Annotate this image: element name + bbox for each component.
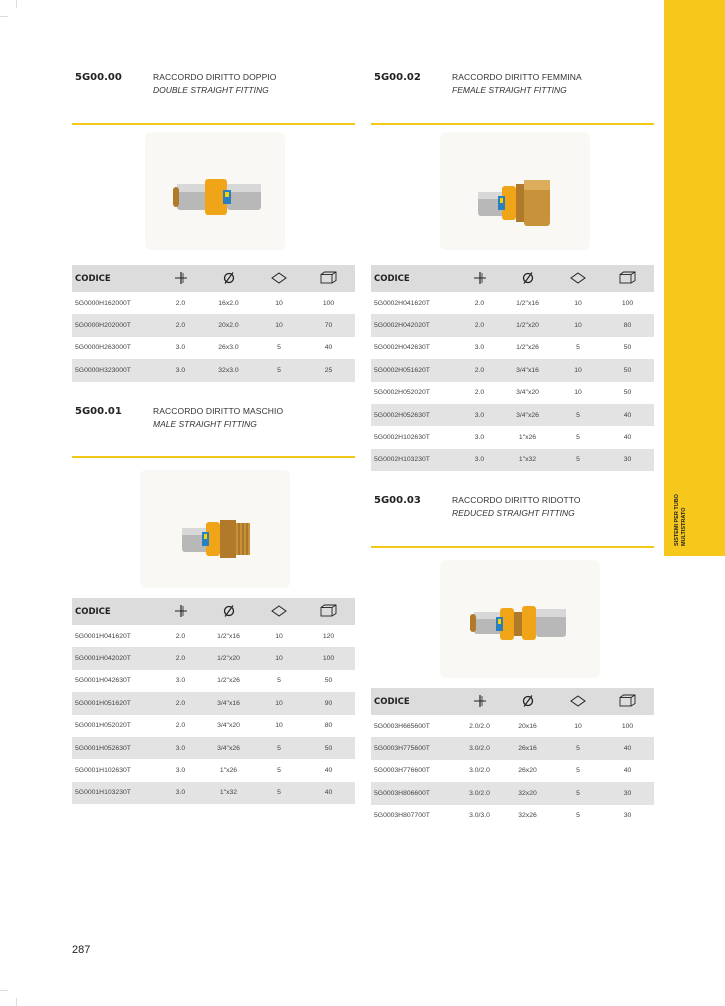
product-photo [145, 132, 285, 250]
table-cell: 120 [322, 632, 335, 640]
table-cell: 5 [576, 344, 580, 352]
table-cell: 10 [275, 632, 283, 640]
column-header-codice: CODICE [72, 598, 160, 625]
table-row [371, 760, 654, 782]
table-cell: 50 [601, 359, 654, 381]
table-cell: 5 [576, 812, 580, 820]
table-cell: 5G0000H202000T [72, 314, 160, 336]
product-table-5g0001 [72, 598, 355, 804]
product-photo [440, 560, 600, 678]
table-cell: 5 [256, 359, 302, 381]
table-cell: 5 [555, 449, 601, 471]
table-cell: 2.0 [175, 632, 186, 640]
table-cell: 1"x32 [500, 449, 555, 471]
table-cell: 3.0/2.0 [459, 782, 500, 804]
table-cell: 10 [555, 359, 601, 381]
table-cell: 2.0 [474, 299, 485, 307]
thickness-icon [459, 688, 500, 715]
table-row [72, 782, 355, 804]
table-row [371, 359, 654, 381]
box-large-icon [601, 688, 654, 715]
table-cell: 5 [555, 737, 601, 759]
table-cell: 3.0 [474, 344, 485, 352]
table-row [72, 314, 355, 336]
crop-mark [0, 990, 8, 1001]
table-cell: 32x20 [500, 782, 555, 804]
table-row [72, 715, 355, 737]
table-cell: 5G0002H103230T [371, 449, 459, 471]
table-cell: 100 [322, 299, 335, 307]
product-name-it: RACCORDO DIRITTO DOPPIO [153, 72, 277, 82]
product-name-it: RACCORDO DIRITTO RIDOTTO [452, 495, 581, 505]
table-cell: 20x16 [518, 722, 537, 730]
table-cell: 2.0/2.0 [469, 722, 490, 730]
table-cell: 1/2"x20 [500, 314, 555, 336]
table-cell: 40 [623, 767, 632, 775]
product-table-5g0000 [72, 265, 355, 382]
table-cell: 3.0/2.0 [469, 767, 490, 775]
table-cell: 26x20 [518, 767, 537, 775]
table-cell: 5G0002H052020T [374, 389, 430, 397]
product-table-5g0003 [371, 688, 654, 827]
table-cell: 2.0 [160, 647, 201, 669]
product-table-5g0002 [371, 265, 654, 471]
table-row [72, 692, 355, 714]
table-cell: 10 [574, 722, 582, 730]
table-cell: 1"x26 [219, 767, 238, 775]
product-code: 5G00.01 [75, 406, 122, 417]
table-row [371, 292, 654, 314]
product-name-en: FEMALE STRAIGHT FITTING [452, 85, 567, 95]
table-cell: 2.0 [459, 359, 500, 381]
table-cell: 30 [601, 782, 654, 804]
table-cell: 1/2"x26 [217, 677, 240, 685]
table-cell: 50 [324, 677, 333, 685]
table-cell: 5G0001H042630T [75, 677, 131, 685]
table-cell: 40 [324, 767, 333, 775]
table-cell: 5G0003H806600T [371, 782, 459, 804]
product-name-en: REDUCED STRAIGHT FITTING [452, 508, 575, 518]
table-row [371, 404, 654, 426]
table-cell: 10 [574, 389, 582, 397]
product-name-it: RACCORDO DIRITTO FEMMINA [452, 72, 582, 82]
side-tab-label-wrap [668, 476, 688, 546]
table-cell: 3/4"x20 [217, 722, 240, 730]
reduced-fitting-image [440, 560, 600, 678]
table-cell: 5 [277, 344, 281, 352]
table-cell: 32x26 [518, 812, 537, 820]
table-cell: 2.0 [175, 299, 186, 307]
box-large-icon [302, 265, 355, 292]
table-row [371, 426, 654, 448]
table-cell: 32x3.0 [201, 359, 256, 381]
table-cell: 5G0000H323000T [72, 359, 160, 381]
table-cell: 5G0002H042020T [371, 314, 459, 336]
table-cell: 3/4"x20 [516, 389, 539, 397]
table-row [371, 314, 654, 336]
product-code: 5G00.02 [374, 72, 421, 83]
table-row [72, 359, 355, 381]
table-row [371, 449, 654, 471]
product-code: 5G00.03 [374, 495, 421, 506]
table-cell: 5 [555, 404, 601, 426]
table-cell: 3/4"x16 [500, 359, 555, 381]
table-cell: 5 [277, 767, 281, 775]
table-cell: 5G0003H807700T [374, 812, 430, 820]
table-cell: 2.0 [459, 314, 500, 336]
table-cell: 26x16 [500, 737, 555, 759]
table-cell: 40 [302, 782, 355, 804]
section-rule [72, 456, 355, 458]
table-cell: 100 [621, 299, 634, 307]
table-cell: 3/4"x26 [500, 404, 555, 426]
box-small-icon [256, 265, 302, 292]
table-cell: 3.0 [175, 767, 186, 775]
table-cell: 5 [576, 767, 580, 775]
table-cell: 5G0001H042020T [72, 647, 160, 669]
table-cell: 2.0 [175, 722, 186, 730]
table-cell: 3.0 [459, 404, 500, 426]
table-cell: 40 [601, 404, 654, 426]
table-cell: 3.0 [459, 449, 500, 471]
product-code: 5G00.00 [75, 72, 122, 83]
table-row [371, 337, 654, 359]
table-cell: 1"x32 [201, 782, 256, 804]
page-number: 287 [72, 944, 91, 956]
box-small-icon [555, 265, 601, 292]
box-small-icon [256, 598, 302, 625]
table-cell: 5G0002H051620T [371, 359, 459, 381]
crop-mark [16, 0, 27, 8]
table-cell: 10 [256, 314, 302, 336]
table-cell: 10 [574, 299, 582, 307]
column-header-codice: CODICE [371, 688, 459, 715]
table-row [72, 625, 355, 647]
table-cell: 3.0 [160, 359, 201, 381]
table-cell: 1/2"x26 [516, 344, 539, 352]
table-cell: 5G0002H042630T [374, 344, 430, 352]
table-cell: 30 [623, 812, 632, 820]
table-row [72, 670, 355, 692]
box-large-icon [302, 598, 355, 625]
table-cell: 5G0000H263000T [75, 344, 131, 352]
table-row [371, 382, 654, 404]
diameter-icon [201, 265, 256, 292]
table-cell: 1/2"x16 [217, 632, 240, 640]
table-cell: 5G0001H052020T [75, 722, 131, 730]
box-small-icon [555, 688, 601, 715]
thickness-icon [160, 265, 201, 292]
male-fitting-image [140, 470, 290, 588]
product-photo [140, 470, 290, 588]
table-cell: 5 [256, 782, 302, 804]
table-cell: 50 [623, 389, 632, 397]
diameter-icon [500, 265, 555, 292]
table-cell: 26x3.0 [218, 344, 239, 352]
table-cell: 5G0002H102630T [374, 434, 430, 442]
table-cell: 5 [576, 434, 580, 442]
column-header-codice: CODICE [371, 265, 459, 292]
table-row [72, 337, 355, 359]
section-rule [72, 123, 355, 125]
table-cell: 80 [324, 722, 333, 730]
table-cell: 2.0 [160, 314, 201, 336]
table-cell: 40 [601, 737, 654, 759]
diameter-icon [201, 598, 256, 625]
table-cell: 3.0 [160, 782, 201, 804]
table-cell: 5 [555, 782, 601, 804]
product-name-en: DOUBLE STRAIGHT FITTING [153, 85, 269, 95]
female-fitting-image [440, 132, 590, 250]
table-cell: 1"x26 [518, 434, 537, 442]
column-header-codice: CODICE [72, 265, 160, 292]
table-cell: 1/2"x20 [201, 647, 256, 669]
table-cell: 50 [623, 344, 632, 352]
table-row [371, 805, 654, 827]
table-cell: 16x2.0 [218, 299, 239, 307]
table-cell: 1/2"x16 [516, 299, 539, 307]
table-cell: 5G0003H665600T [374, 722, 430, 730]
side-section-tab[interactable] [664, 0, 725, 556]
table-cell: 10 [275, 722, 283, 730]
table-cell: 10 [275, 299, 283, 307]
diameter-icon [500, 688, 555, 715]
table-cell: 40 [623, 434, 632, 442]
table-cell: 3.0 [175, 344, 186, 352]
crop-mark [16, 998, 27, 1006]
table-cell: 5 [256, 737, 302, 759]
table-cell: 10 [555, 314, 601, 336]
table-cell: 2.0 [160, 692, 201, 714]
table-cell: 5G0001H102630T [75, 767, 131, 775]
table-cell: 20x2.0 [201, 314, 256, 336]
thickness-icon [459, 265, 500, 292]
table-cell: 80 [601, 314, 654, 336]
table-cell: 5 [277, 677, 281, 685]
table-row [72, 647, 355, 669]
table-row [371, 782, 654, 804]
section-rule [371, 546, 654, 548]
section-rule [371, 123, 654, 125]
table-cell: 100 [621, 722, 634, 730]
table-cell: 10 [256, 647, 302, 669]
table-cell: 10 [256, 692, 302, 714]
crop-mark [0, 16, 8, 27]
product-photo [440, 132, 590, 250]
product-name-it: RACCORDO DIRITTO MASCHIO [153, 406, 284, 416]
table-row [371, 715, 654, 737]
table-cell: 5G0003H775600T [371, 737, 459, 759]
table-row [72, 737, 355, 759]
table-row [72, 759, 355, 781]
table-cell: 50 [302, 737, 355, 759]
table-cell: 30 [601, 449, 654, 471]
table-cell: 40 [324, 344, 333, 352]
thickness-icon [160, 598, 201, 625]
table-cell: 2.0 [474, 389, 485, 397]
table-cell: 100 [302, 647, 355, 669]
table-cell: 3.0 [474, 434, 485, 442]
table-cell: 5G0001H051620T [72, 692, 160, 714]
table-cell: 90 [302, 692, 355, 714]
table-cell: 5G0001H041620T [75, 632, 131, 640]
table-cell: 5G0001H052630T [72, 737, 160, 759]
table-cell: 5G0001H103230T [72, 782, 160, 804]
table-cell: 5G0002H052630T [371, 404, 459, 426]
table-cell: 3.0 [175, 677, 186, 685]
table-row [371, 737, 654, 759]
table-row [72, 292, 355, 314]
table-cell: 5G0000H162000T [75, 299, 131, 307]
product-name-en: MALE STRAIGHT FITTING [153, 419, 257, 429]
table-cell: 3.0/2.0 [459, 737, 500, 759]
table-cell: 3/4"x16 [201, 692, 256, 714]
table-cell: 70 [302, 314, 355, 336]
side-tab-label: SISTEMI PER TUBO MULTISTRATO [674, 494, 687, 546]
table-cell: 25 [302, 359, 355, 381]
double-fitting-image [145, 132, 285, 250]
table-cell: 5G0002H041620T [374, 299, 430, 307]
box-large-icon [601, 265, 654, 292]
table-cell: 3/4"x26 [201, 737, 256, 759]
table-cell: 3.0 [160, 737, 201, 759]
table-cell: 3.0/3.0 [469, 812, 490, 820]
table-cell: 5G0003H776600T [374, 767, 430, 775]
